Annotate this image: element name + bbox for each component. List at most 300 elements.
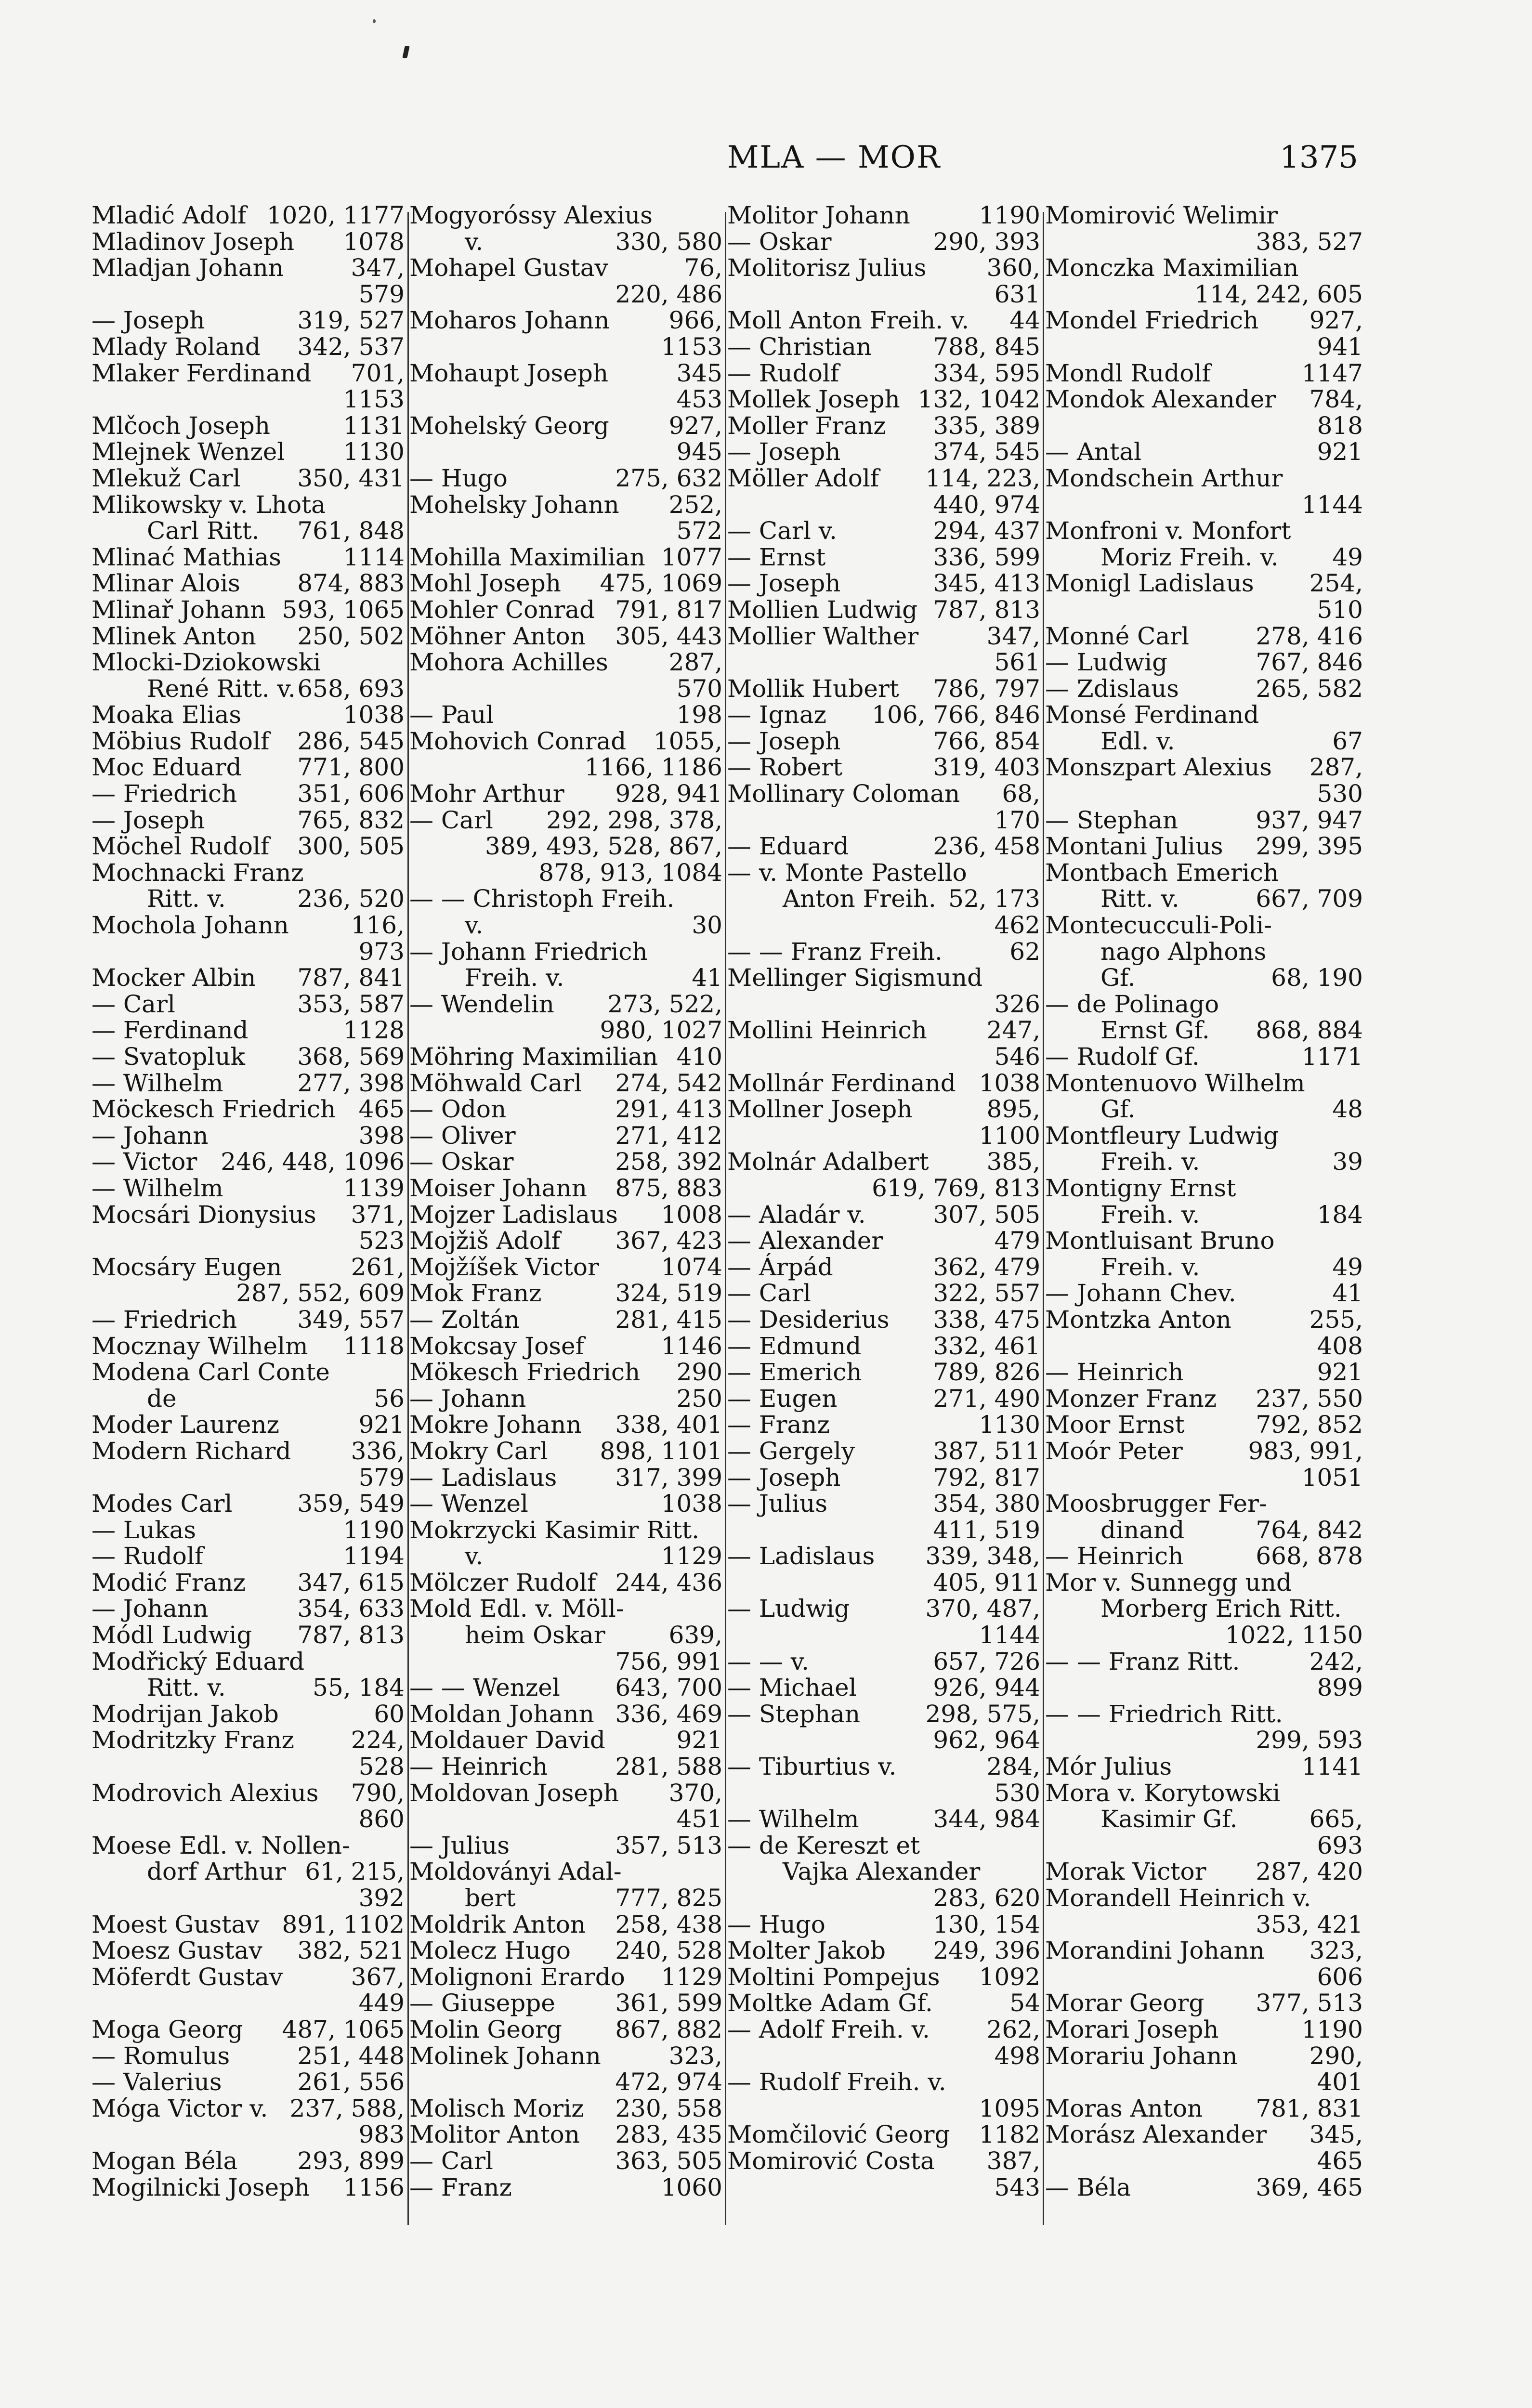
entry-name: Montigny Ernst <box>1045 1174 1236 1202</box>
entry-name: Mlinar Alois <box>92 569 240 598</box>
entry-pages: 344, 984 <box>933 1805 1040 1833</box>
entry-name: Kasimir Gf. <box>1100 1805 1238 1833</box>
index-entry <box>409 1911 722 1938</box>
entry-pages: 579 <box>358 1463 405 1492</box>
index-entry <box>727 1438 1040 1465</box>
index-entry <box>727 939 1040 965</box>
entry-name: Mogyoróssy Alexius <box>409 201 653 229</box>
index-entry <box>1045 781 1363 807</box>
index-entry <box>409 1675 722 1701</box>
index-entry <box>1045 518 1363 544</box>
entry-pages: 619, 769, 813 <box>872 1174 1040 1202</box>
entry-pages: 278, 416 <box>1256 622 1363 650</box>
entry-pages: 1092 <box>979 1963 1040 1991</box>
index-entry <box>1045 1990 1363 2016</box>
entry-name: Mondschein Arthur <box>1045 464 1283 492</box>
index-entry <box>92 1596 405 1622</box>
index-entry <box>727 1254 1040 1281</box>
entry-name: Moller Franz <box>727 411 886 440</box>
entry-name: Moltini Pompejus <box>727 1963 940 1991</box>
index-entry <box>1045 676 1363 702</box>
entry-name: — — Wenzel <box>409 1674 560 1702</box>
index-entry <box>409 255 722 281</box>
entry-pages: 389, 493, 528, 867, <box>485 832 722 861</box>
index-entry <box>727 1806 1040 1832</box>
index-entry <box>92 1885 405 1911</box>
index-entry <box>409 307 722 334</box>
entry-name: Mellinger Sigismund <box>727 964 983 992</box>
entry-pages: 287, <box>668 648 722 677</box>
index-entry <box>1045 623 1363 650</box>
index-entry <box>727 754 1040 781</box>
entry-name: — Rudolf <box>727 359 839 387</box>
index-entry <box>409 2095 722 2122</box>
entry-pages: 261, <box>351 1253 405 1281</box>
entry-pages: 369, 465 <box>1256 2173 1363 2201</box>
entry-name: — Rudolf Gf. <box>1045 1043 1200 1071</box>
entry-pages: 764, 842 <box>1256 1516 1363 1544</box>
index-entry <box>727 991 1040 1018</box>
entry-name: — Oskar <box>409 1148 514 1176</box>
entry-pages: 258, 392 <box>615 1148 722 1176</box>
entry-name: Moltke Adam Gf. <box>727 1989 933 2017</box>
index-entry <box>92 1017 405 1044</box>
entry-name: — Wendelin <box>409 990 554 1018</box>
entry-name: — Ernst <box>727 543 826 571</box>
entry-name: Ritt. v. <box>1100 885 1179 913</box>
index-entry <box>1045 886 1363 912</box>
index-entry <box>92 702 405 728</box>
index-entry <box>727 281 1040 308</box>
index-entry <box>92 1070 405 1097</box>
index-entry <box>1045 1228 1363 1254</box>
index-entry <box>92 754 405 781</box>
entry-pages: 130, 154 <box>933 1910 1040 1938</box>
entry-name: Montenuovo Wilhelm <box>1045 1069 1305 1097</box>
index-entry <box>92 2121 405 2148</box>
entry-pages: 359, 549 <box>297 1490 405 1518</box>
entry-pages: 334, 595 <box>933 359 1040 387</box>
entry-name: — Eduard <box>727 832 849 861</box>
entry-pages: 357, 513 <box>615 1831 722 1859</box>
entry-name: — Ignaz <box>727 701 827 729</box>
entry-pages: 639, <box>668 1621 722 1649</box>
entry-pages: 523 <box>358 1227 405 1255</box>
index-entry <box>727 1096 1040 1123</box>
entry-pages: 371, <box>351 1200 405 1229</box>
entry-name: Moldovan Joseph <box>409 1779 619 1807</box>
index-entry <box>727 1780 1040 1806</box>
entry-name: — Zdislaus <box>1045 674 1179 703</box>
entry-name: — Wilhelm <box>92 1069 223 1097</box>
index-entry <box>1045 1964 1363 1990</box>
index-entry <box>409 676 722 702</box>
index-entry <box>1045 1543 1363 1570</box>
entry-pages: 319, 527 <box>297 306 405 335</box>
entry-name: Modritzky Franz <box>92 1726 295 1754</box>
index-entry <box>727 439 1040 465</box>
index-entry <box>92 1149 405 1175</box>
index-entry <box>92 1359 405 1386</box>
index-entry <box>1045 1491 1363 1517</box>
entry-pages: 945 <box>676 438 722 466</box>
entry-name: Mollien Ludwig <box>727 595 918 624</box>
entry-pages: 290, <box>1309 2042 1363 2070</box>
entry-name: Momirović Costa <box>727 2146 935 2175</box>
index-entry <box>1045 1175 1363 1202</box>
entry-name: Moór Peter <box>1045 1437 1183 1465</box>
entry-pages: 451 <box>676 1805 722 1833</box>
index-entry <box>727 1123 1040 1149</box>
entry-name: Moras Anton <box>1045 2094 1203 2122</box>
index-entry <box>1045 439 1363 465</box>
index-entry <box>1045 1149 1363 1175</box>
entry-name: Modrijan Jakob <box>92 1700 279 1728</box>
index-entry <box>1045 597 1363 623</box>
index-entry <box>92 1858 405 1885</box>
index-entry <box>92 465 405 492</box>
index-entry <box>727 202 1040 229</box>
entry-pages: 307, 505 <box>933 1200 1040 1229</box>
entry-pages: 1038 <box>979 1069 1040 1097</box>
index-entry <box>727 1228 1040 1254</box>
entry-name: Mojžiš Adolf <box>409 1227 561 1255</box>
entry-pages: 487, 1065 <box>282 2015 405 2043</box>
entry-pages: 784, <box>1309 385 1363 414</box>
index-entry <box>92 1228 405 1254</box>
index-entry <box>92 597 405 623</box>
index-entry <box>727 307 1040 334</box>
index-entry <box>727 334 1040 360</box>
index-entry <box>409 1806 722 1832</box>
entry-pages: 606 <box>1317 1963 1363 1991</box>
index-entry <box>409 754 722 781</box>
index-entry <box>92 1649 405 1675</box>
index-entry <box>409 1228 722 1254</box>
entry-name: Molignoni Erardo <box>409 1963 625 1991</box>
index-entry <box>409 2043 722 2069</box>
index-entry <box>1045 807 1363 834</box>
entry-pages: 277, 398 <box>297 1069 405 1097</box>
index-entry <box>409 1202 722 1228</box>
entry-pages: 319, 403 <box>933 753 1040 782</box>
entry-pages: 350, 431 <box>297 464 405 492</box>
entry-name: Gf. <box>1100 964 1136 992</box>
entry-name: — Michael <box>727 1674 857 1702</box>
entry-pages: 453 <box>676 385 722 414</box>
entry-pages: 362, 479 <box>933 1253 1040 1281</box>
entry-pages: 1077 <box>661 543 722 571</box>
entry-pages: 353, 421 <box>1256 1910 1363 1938</box>
entry-name: Mollek Joseph <box>727 385 900 414</box>
entry-name: Moesz Gustav <box>92 1937 262 1965</box>
entry-pages: 30 <box>692 911 722 940</box>
entry-name: Modić Franz <box>92 1568 246 1597</box>
entry-pages: 224, <box>351 1726 405 1754</box>
index-entry <box>92 360 405 387</box>
entry-pages: 771, 800 <box>297 753 405 782</box>
entry-pages: 290, 393 <box>933 227 1040 256</box>
entry-name: — Rudolf <box>92 1542 204 1570</box>
entry-pages: 317, 399 <box>615 1463 722 1492</box>
entry-pages: 67 <box>1332 727 1363 755</box>
entry-name: Molitorisz Julius <box>727 254 927 282</box>
entry-pages: 258, 438 <box>615 1910 722 1938</box>
entry-name: — Emerich <box>727 1358 862 1387</box>
entry-name: Monczka Maximilian <box>1045 254 1299 282</box>
index-entry <box>727 255 1040 281</box>
index-entry <box>727 1359 1040 1386</box>
entry-name: Molitor Anton <box>409 2120 580 2149</box>
entry-name: — Julius <box>409 1831 510 1859</box>
entry-pages: 1141 <box>1301 1753 1363 1781</box>
entry-pages: 299, 395 <box>1256 832 1363 861</box>
index-entry <box>409 229 722 255</box>
index-entry <box>92 1675 405 1701</box>
index-entry <box>727 1175 1040 1202</box>
index-entry <box>409 1359 722 1386</box>
index-entry <box>1045 1307 1363 1333</box>
entry-name: Montecucculi-Poli- <box>1045 911 1272 940</box>
index-entry <box>727 1070 1040 1097</box>
index-column-3 <box>727 202 1040 2283</box>
entry-pages: 52, 173 <box>948 885 1040 913</box>
index-entry <box>727 1858 1040 1885</box>
entry-pages: 368, 569 <box>297 1043 405 1071</box>
index-entry <box>409 1254 722 1281</box>
index-entry <box>92 1412 405 1438</box>
index-entry <box>92 281 405 308</box>
index-entry <box>92 1386 405 1412</box>
entry-pages: 62 <box>1009 937 1040 966</box>
entry-name: — Joseph <box>92 806 205 834</box>
entry-pages: 336, <box>351 1437 405 1465</box>
entry-name: — — Franz Freih. <box>727 937 943 966</box>
entry-pages: 250, 502 <box>297 622 405 650</box>
entry-name: — Gergely <box>727 1437 855 1465</box>
index-entry <box>727 676 1040 702</box>
entry-pages: 787, 841 <box>297 964 405 992</box>
entry-pages: 928, 941 <box>615 780 722 808</box>
entry-pages: 293, 899 <box>297 2146 405 2175</box>
entry-pages: 818 <box>1317 411 1363 440</box>
index-entry <box>409 1570 722 1596</box>
index-entry <box>1045 1780 1363 1806</box>
index-entry <box>409 1438 722 1465</box>
entry-pages: 54 <box>1009 1989 1040 2017</box>
entry-pages: 789, 826 <box>933 1358 1040 1387</box>
entry-pages: 68, 190 <box>1271 964 1363 992</box>
index-entry <box>727 570 1040 597</box>
entry-pages: 387, 511 <box>933 1437 1040 1465</box>
entry-pages: 408 <box>1317 1332 1363 1360</box>
entry-pages: 106, 766, 846 <box>872 701 1040 729</box>
entry-pages: 360, <box>986 254 1040 282</box>
entry-name: Mölczer Rudolf <box>409 1568 596 1597</box>
index-entry <box>727 1465 1040 1491</box>
entry-pages: 351, 606 <box>297 780 405 808</box>
index-entry <box>727 1044 1040 1070</box>
index-entry <box>727 2095 1040 2122</box>
entry-pages: 286, 545 <box>297 727 405 755</box>
entry-pages: 701, <box>351 359 405 387</box>
entry-pages: 658, 693 <box>297 674 405 703</box>
index-entry <box>409 1017 722 1044</box>
entry-pages: 1060 <box>661 2173 722 2201</box>
index-entry <box>727 1202 1040 1228</box>
index-entry <box>409 1491 722 1517</box>
index-entry <box>727 1649 1040 1675</box>
entry-pages: 60 <box>374 1700 405 1728</box>
index-entry <box>727 833 1040 860</box>
index-entry <box>727 1517 1040 1544</box>
entry-name: Morandell Heinrich v. <box>1045 1884 1311 1912</box>
index-entry <box>409 413 722 439</box>
entry-pages: 973 <box>358 937 405 966</box>
entry-pages: 347, 615 <box>297 1568 405 1597</box>
entry-name: — v. Monte Pastello <box>727 858 967 887</box>
index-entry <box>92 1727 405 1754</box>
entry-pages: 354, 633 <box>297 1595 405 1623</box>
index-entry <box>92 1754 405 1780</box>
entry-pages: 383, 527 <box>1256 227 1363 256</box>
index-entry <box>1045 1386 1363 1412</box>
index-entry <box>409 991 722 1018</box>
entry-pages: 382, 521 <box>297 1937 405 1965</box>
index-entry <box>1045 1123 1363 1149</box>
entry-name: Mocker Albin <box>92 964 256 992</box>
entry-pages: 324, 519 <box>615 1279 722 1308</box>
index-entry <box>727 1727 1040 1754</box>
index-entry <box>92 965 405 991</box>
entry-pages: 767, 846 <box>1256 648 1363 677</box>
entry-pages: 287, <box>1309 753 1363 782</box>
entry-name: Mlejnek Wenzel <box>92 438 285 466</box>
index-entry <box>409 1596 722 1622</box>
entry-pages: 1182 <box>979 2120 1040 2149</box>
entry-pages: 265, 582 <box>1256 674 1363 703</box>
index-entry <box>92 386 405 413</box>
entry-pages: 249, 396 <box>933 1937 1040 1965</box>
entry-name: Mok Franz <box>409 1279 542 1308</box>
entry-name: Möhwald Carl <box>409 1069 582 1097</box>
index-entry <box>409 1517 722 1544</box>
entry-name: Carl Ritt. <box>147 517 260 545</box>
index-entry <box>92 1491 405 1517</box>
entry-pages: 237, 588, <box>289 2094 405 2122</box>
entry-name: — Stephan <box>727 1700 861 1728</box>
index-entry <box>92 1570 405 1596</box>
entry-name: — Heinrich <box>1045 1542 1184 1570</box>
index-entry <box>409 1044 722 1070</box>
index-entry <box>409 1123 722 1149</box>
index-entry <box>1045 1438 1363 1465</box>
index-entry <box>727 492 1040 518</box>
entry-pages: 878, 913, 1084 <box>538 858 722 887</box>
entry-name: Montani Julius <box>1045 832 1223 861</box>
entry-pages: 665, <box>1309 1805 1363 1833</box>
index-entry <box>409 965 722 991</box>
index-entry <box>409 886 722 912</box>
index-entry <box>727 1333 1040 1360</box>
entry-pages: 236, 458 <box>933 832 1040 861</box>
entry-pages: 290 <box>676 1358 722 1387</box>
index-entry <box>409 2174 722 2201</box>
entry-pages: 921 <box>358 1411 405 1439</box>
entry-pages: 48 <box>1332 1095 1363 1124</box>
entry-pages: 236, 520 <box>297 885 405 913</box>
index-entry <box>92 1044 405 1070</box>
entry-name: — Edmund <box>727 1332 862 1360</box>
entry-name: Mohapel Gustav <box>409 254 608 282</box>
index-entry <box>727 1307 1040 1333</box>
entry-name: Morász Alexander <box>1045 2120 1267 2149</box>
entry-pages: 287, 420 <box>1256 1858 1363 1886</box>
index-entry <box>409 2148 722 2174</box>
index-entry <box>727 702 1040 728</box>
index-entry <box>92 860 405 886</box>
index-entry <box>727 1990 1040 2016</box>
entry-pages: 1130 <box>343 438 405 466</box>
index-entry <box>1045 912 1363 939</box>
entry-name: — Johann Chev. <box>1045 1279 1236 1308</box>
index-entry <box>1045 492 1363 518</box>
entry-name: Mladinov Joseph <box>92 227 295 256</box>
entry-name: — Joseph <box>727 438 841 466</box>
entry-pages: 472, 974 <box>615 2068 722 2096</box>
entry-pages: 254, <box>1309 569 1363 598</box>
entry-name: — Ferdinand <box>92 1016 249 1045</box>
entry-name: — Robert <box>727 753 843 782</box>
entry-name: Mogan Béla <box>92 2146 238 2175</box>
entry-pages: 860 <box>358 1805 405 1833</box>
entry-name: — Rudolf Freih. v. <box>727 2068 946 2096</box>
index-entry <box>92 1438 405 1465</box>
entry-pages: 1020, 1177 <box>266 201 405 229</box>
entry-pages: 1130 <box>979 1411 1040 1439</box>
index-entry <box>1045 1359 1363 1386</box>
index-entry <box>1045 255 1363 281</box>
entry-name: Moder Laurenz <box>92 1411 279 1439</box>
entry-pages: 345 <box>676 359 722 387</box>
index-entry <box>1045 1596 1363 1622</box>
index-entry <box>92 1990 405 2016</box>
index-entry <box>1045 360 1363 387</box>
index-entry <box>92 886 405 912</box>
ink-mark <box>402 46 410 58</box>
entry-name: v. <box>465 911 484 940</box>
entry-name: Moldauer David <box>409 1726 605 1754</box>
entry-pages: 49 <box>1332 1253 1363 1281</box>
index-entry <box>409 597 722 623</box>
index-entry <box>727 728 1040 755</box>
entry-name: — Odon <box>409 1095 507 1124</box>
index-entry <box>92 1465 405 1491</box>
entry-pages: 354, 380 <box>933 1490 1040 1518</box>
entry-pages: 326 <box>994 990 1040 1018</box>
entry-pages: 983, 991, <box>1248 1437 1363 1465</box>
index-entry <box>1045 1096 1363 1123</box>
index-entry <box>92 1280 405 1307</box>
entry-pages: 1038 <box>343 701 405 729</box>
entry-name: Monné Carl <box>1045 622 1190 650</box>
entry-name: Montfleury Ludwig <box>1045 1121 1279 1150</box>
index-entry <box>409 518 722 544</box>
entry-pages: 271, 490 <box>933 1384 1040 1413</box>
entry-pages: 255, <box>1309 1305 1363 1334</box>
entry-pages: 349, 557 <box>297 1305 405 1334</box>
entry-name: Molecz Hugo <box>409 1937 571 1965</box>
